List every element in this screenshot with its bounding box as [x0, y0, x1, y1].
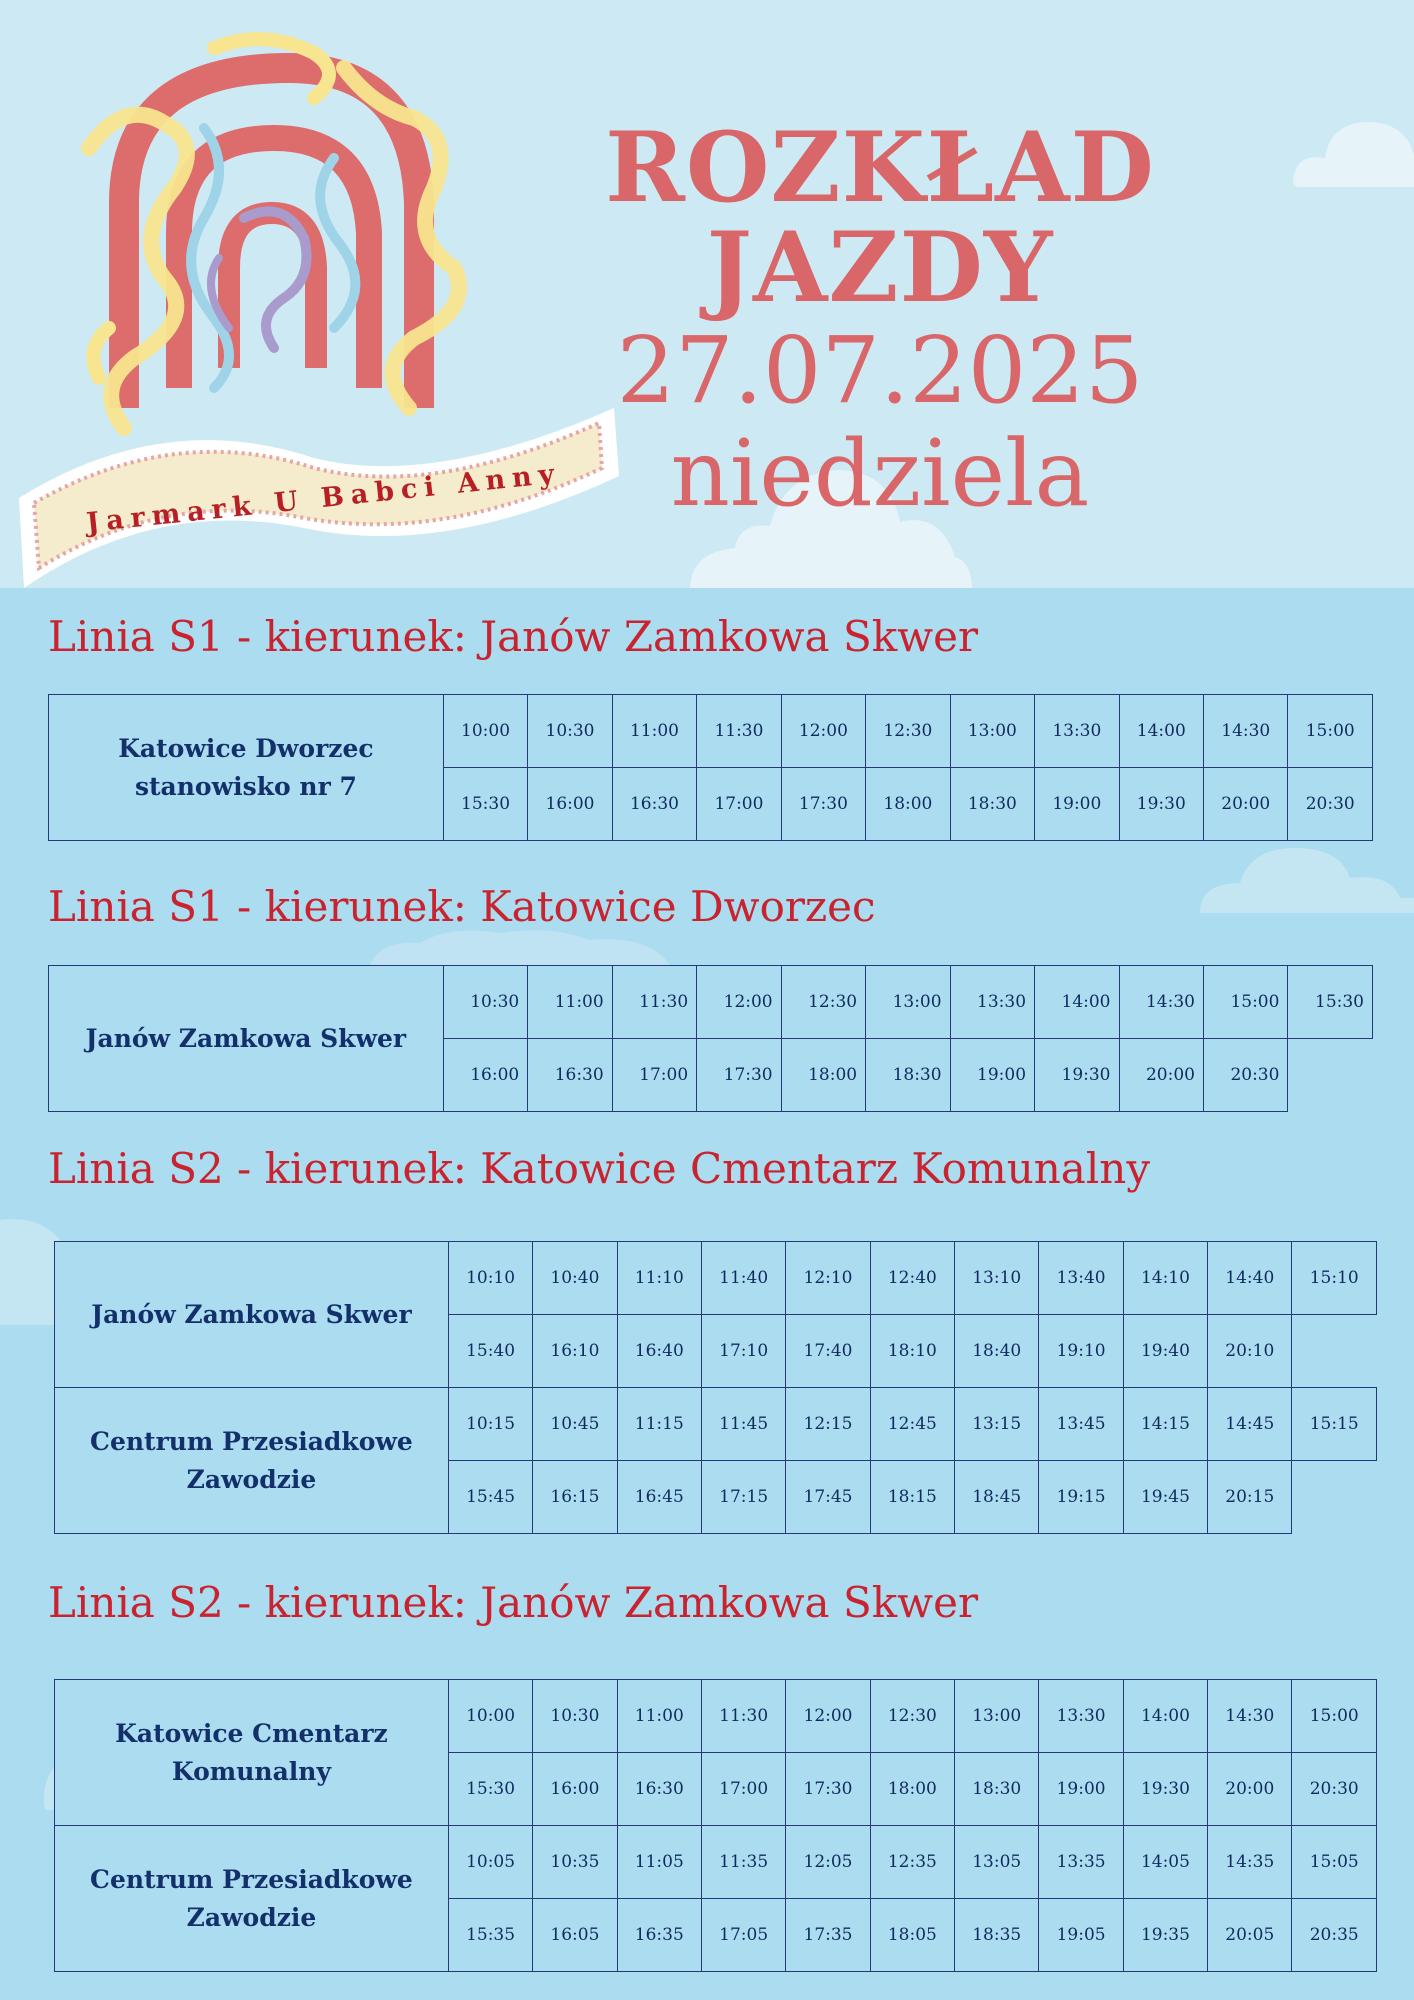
departure-time: 15:00 — [1288, 695, 1373, 768]
departure-time: 16:05 — [533, 1899, 617, 1972]
timetable-row — [49, 695, 1373, 768]
departure-time: 17:00 — [697, 768, 781, 841]
departure-time: 14:45 — [1208, 1388, 1292, 1461]
departure-time: 19:00 — [1039, 1753, 1123, 1826]
departure-time: 11:30 — [701, 1680, 785, 1753]
departure-time: 15:40 — [448, 1315, 532, 1388]
schedule-date: 27.07.2025 — [616, 317, 1144, 424]
departure-time: 18:15 — [870, 1461, 954, 1534]
departure-time: 10:40 — [533, 1242, 617, 1315]
departure-time: 14:00 — [1119, 695, 1203, 768]
stop-name — [55, 1242, 449, 1388]
departure-time: 15:00 — [1203, 966, 1287, 1039]
departure-time: 10:30 — [528, 695, 612, 768]
departure-time: 13:30 — [1035, 695, 1119, 768]
departure-time: 16:40 — [617, 1315, 701, 1388]
timetable-s1-to-janow — [48, 694, 1373, 841]
departure-time: 18:30 — [955, 1753, 1039, 1826]
departure-time: 16:15 — [533, 1461, 617, 1534]
departure-time: 20:15 — [1208, 1461, 1292, 1534]
departure-time: 11:00 — [612, 695, 696, 768]
departure-time: 10:05 — [448, 1826, 532, 1899]
departure-time: 19:00 — [1035, 768, 1119, 841]
departure-time: 16:00 — [528, 768, 612, 841]
departure-time: 13:40 — [1039, 1242, 1123, 1315]
departure-time: 15:45 — [448, 1461, 532, 1534]
departure-time: 11:00 — [528, 966, 612, 1039]
departure-time: 19:45 — [1123, 1461, 1207, 1534]
title-block — [470, 111, 1290, 527]
departure-time: 20:00 — [1208, 1753, 1292, 1826]
departure-time: 11:10 — [617, 1242, 701, 1315]
departure-time: 19:30 — [1119, 768, 1203, 841]
header-banner — [0, 0, 1414, 588]
departure-time: 15:10 — [1292, 1242, 1377, 1315]
stop-name-line: stanowisko nr 7 — [134, 771, 357, 801]
departure-time: 17:05 — [701, 1899, 785, 1972]
departure-time: 16:00 — [533, 1753, 617, 1826]
departure-time: 16:30 — [617, 1753, 701, 1826]
departure-time: 13:00 — [955, 1680, 1039, 1753]
cloud-icon — [1200, 838, 1414, 913]
departure-time: 13:15 — [955, 1388, 1039, 1461]
departure-time: 17:30 — [697, 1039, 781, 1112]
departure-time: 12:30 — [781, 966, 865, 1039]
departure-time: 19:40 — [1123, 1315, 1207, 1388]
departure-time: 17:40 — [786, 1315, 870, 1388]
departure-time: 11:05 — [617, 1826, 701, 1899]
departure-time: 17:15 — [701, 1461, 785, 1534]
departure-time: 10:35 — [533, 1826, 617, 1899]
departure-time: 11:00 — [617, 1680, 701, 1753]
departure-time: 17:45 — [786, 1461, 870, 1534]
departure-time: 13:30 — [950, 966, 1034, 1039]
departure-time: 10:00 — [448, 1680, 532, 1753]
departure-time: 16:45 — [617, 1461, 701, 1534]
timetable-s1-to-katowice — [48, 965, 1373, 1112]
departure-time: 10:10 — [448, 1242, 532, 1315]
schedule-day: niedziela — [670, 420, 1090, 527]
departure-time: 18:00 — [870, 1753, 954, 1826]
departure-time: 11:35 — [701, 1826, 785, 1899]
departure-time: 12:00 — [781, 695, 865, 768]
timetable-row — [49, 966, 1373, 1039]
departure-time: 13:30 — [1039, 1680, 1123, 1753]
stop-name-line: Zawodzie — [186, 1902, 317, 1932]
departure-time: 15:30 — [1288, 966, 1373, 1039]
departure-time: 12:00 — [697, 966, 781, 1039]
departure-time: 10:45 — [533, 1388, 617, 1461]
departure-time: 10:30 — [443, 966, 527, 1039]
departure-time: 12:30 — [870, 1680, 954, 1753]
departure-time: 13:05 — [955, 1826, 1039, 1899]
section-title: Linia S2 - kierunek: Katowice Cmentarz Komunalny — [48, 1144, 1151, 1193]
departure-time: 17:30 — [781, 768, 865, 841]
stop-name-line: Janów Zamkowa Skwer — [85, 1023, 407, 1053]
departure-time: 18:40 — [955, 1315, 1039, 1388]
departure-time: 19:10 — [1039, 1315, 1123, 1388]
page-title: ROZKŁAD JAZDY — [605, 111, 1155, 324]
departure-time: 12:00 — [786, 1680, 870, 1753]
departure-time: 20:30 — [1203, 1039, 1287, 1112]
departure-time: 12:10 — [786, 1242, 870, 1315]
departure-time: 14:10 — [1123, 1242, 1207, 1315]
cloud-icon — [370, 925, 700, 965]
timetable-row — [55, 1388, 1377, 1461]
departure-time: 20:00 — [1204, 768, 1288, 841]
departure-time: 13:35 — [1039, 1826, 1123, 1899]
departure-time: 13:45 — [1039, 1388, 1123, 1461]
departure-time: 15:30 — [443, 768, 527, 841]
departure-time: 12:05 — [786, 1826, 870, 1899]
timetable-s2-to-janow — [54, 1679, 1377, 1972]
stop-name — [49, 695, 444, 841]
departure-time: 19:30 — [1035, 1039, 1119, 1112]
departure-time: 19:05 — [1039, 1899, 1123, 1972]
departure-time: 12:35 — [870, 1826, 954, 1899]
departure-time: 12:45 — [870, 1388, 954, 1461]
departure-time: 19:35 — [1123, 1899, 1207, 1972]
departure-time: 14:00 — [1035, 966, 1119, 1039]
timetable-row — [55, 1680, 1377, 1753]
departure-time: 18:35 — [955, 1899, 1039, 1972]
departure-time: 20:30 — [1288, 768, 1373, 841]
departure-time: 14:40 — [1208, 1242, 1292, 1315]
empty-cell — [1292, 1461, 1377, 1534]
timetable-row — [55, 1826, 1377, 1899]
stop-name — [49, 966, 444, 1112]
departure-time: 13:10 — [955, 1242, 1039, 1315]
departure-time: 16:00 — [443, 1039, 527, 1112]
departure-time: 20:30 — [1292, 1753, 1377, 1826]
section-title: Linia S2 - kierunek: Janów Zamkowa Skwer — [48, 1578, 979, 1627]
timetable-s2-to-cmentarz — [54, 1241, 1377, 1534]
stop-name — [55, 1388, 449, 1534]
departure-time: 13:00 — [866, 966, 950, 1039]
departure-time: 10:30 — [533, 1680, 617, 1753]
empty-cell — [1288, 1039, 1373, 1112]
departure-time: 13:00 — [950, 695, 1034, 768]
logo-banner-text: Jarmark U Babci Anny — [84, 458, 563, 539]
departure-time: 17:00 — [612, 1039, 696, 1112]
departure-time: 12:30 — [866, 695, 950, 768]
departure-time: 17:10 — [701, 1315, 785, 1388]
departure-time: 10:15 — [448, 1388, 532, 1461]
departure-time: 14:15 — [1123, 1388, 1207, 1461]
departure-time: 16:35 — [617, 1899, 701, 1972]
departure-time: 20:35 — [1292, 1899, 1377, 1972]
cloud-icon — [1290, 92, 1414, 192]
departure-time: 11:40 — [701, 1242, 785, 1315]
departure-time: 15:30 — [448, 1753, 532, 1826]
departure-time: 14:30 — [1119, 966, 1203, 1039]
stop-name-line: Zawodzie — [186, 1464, 317, 1494]
departure-time: 14:35 — [1208, 1826, 1292, 1899]
departure-time: 18:45 — [955, 1461, 1039, 1534]
stop-name-line: Janów Zamkowa Skwer — [91, 1299, 412, 1329]
departure-time: 17:00 — [701, 1753, 785, 1826]
departure-time: 15:15 — [1292, 1388, 1377, 1461]
departure-time: 11:15 — [617, 1388, 701, 1461]
departure-time: 18:00 — [781, 1039, 865, 1112]
departure-time: 17:35 — [786, 1899, 870, 1972]
departure-time: 18:30 — [950, 768, 1034, 841]
departure-time: 18:05 — [870, 1899, 954, 1972]
stop-name-line: Komunalny — [171, 1756, 331, 1786]
stop-name-line: Centrum Przesiadkowe — [90, 1426, 413, 1456]
section-title: Linia S1 - kierunek: Katowice Dworzec — [48, 882, 876, 931]
departure-time: 20:00 — [1119, 1039, 1203, 1112]
empty-cell — [1292, 1315, 1377, 1388]
departure-time: 18:30 — [866, 1039, 950, 1112]
departure-time: 19:30 — [1123, 1753, 1207, 1826]
departure-time: 19:15 — [1039, 1461, 1123, 1534]
departure-time: 12:40 — [870, 1242, 954, 1315]
departure-time: 14:05 — [1123, 1826, 1207, 1899]
departure-time: 18:00 — [866, 768, 950, 841]
departure-time: 16:10 — [533, 1315, 617, 1388]
departure-time: 10:00 — [443, 695, 527, 768]
departure-time: 19:00 — [950, 1039, 1034, 1112]
departure-time: 11:30 — [612, 966, 696, 1039]
stop-name — [55, 1680, 449, 1826]
departure-time: 18:10 — [870, 1315, 954, 1388]
stop-name-line: Katowice Dworzec — [118, 733, 374, 763]
stop-name — [55, 1826, 449, 1972]
departure-time: 11:30 — [697, 695, 781, 768]
departure-time: 15:35 — [448, 1899, 532, 1972]
departure-time: 14:30 — [1204, 695, 1288, 768]
departure-time: 20:10 — [1208, 1315, 1292, 1388]
timetable-row — [55, 1242, 1377, 1315]
departure-time: 20:05 — [1208, 1899, 1292, 1972]
stop-name-line: Katowice Cmentarz — [115, 1718, 388, 1748]
departure-time: 14:00 — [1123, 1680, 1207, 1753]
departure-time: 15:05 — [1292, 1826, 1377, 1899]
departure-time: 14:30 — [1208, 1680, 1292, 1753]
departure-time: 11:45 — [701, 1388, 785, 1461]
stop-name-line: Centrum Przesiadkowe — [90, 1864, 413, 1894]
departure-time: 12:15 — [786, 1388, 870, 1461]
section-title: Linia S1 - kierunek: Janów Zamkowa Skwer — [48, 612, 979, 661]
departure-time: 16:30 — [612, 768, 696, 841]
departure-time: 17:30 — [786, 1753, 870, 1826]
departure-time: 15:00 — [1292, 1680, 1377, 1753]
departure-time: 16:30 — [528, 1039, 612, 1112]
